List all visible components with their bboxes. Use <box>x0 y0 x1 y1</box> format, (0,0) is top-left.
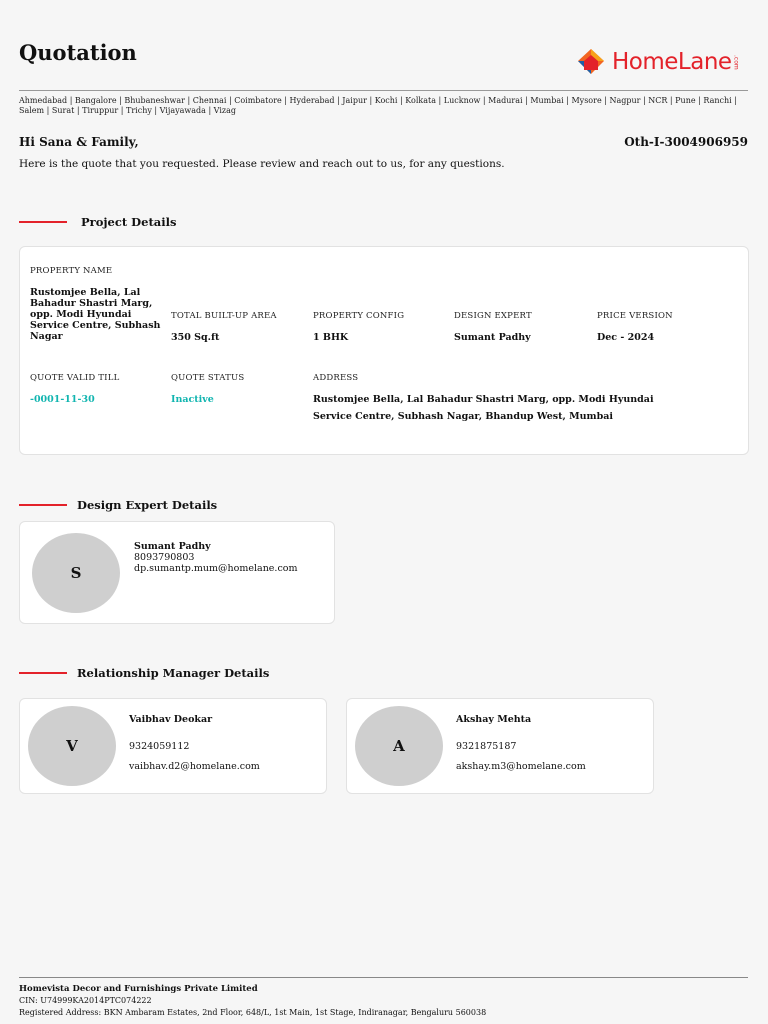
design-expert-card <box>19 521 335 624</box>
built-up-area-field <box>171 311 277 343</box>
city-list: Ahmedabad | Bangalore | Bhubaneshwar | Chennai | Coimbatore | Hyderabad | Jaipur | Kochi | Kolkata | Lucknow | Madurai | Mumbai | Mysore | Nagpur | NCR | Pune | Ranchi | Salem | Surat | Tiruppur | Trichy | Vijayawada | Vizag <box>19 96 737 115</box>
relationship-manager-heading <box>19 666 269 680</box>
price-version-field <box>597 311 673 343</box>
field-label: PROPERTY NAME <box>30 266 113 276</box>
company-cin: CIN: U74999KA2014PTC074222 <box>19 996 152 1005</box>
field-value: Rustomjee Bella, Lal Bahadur Shastri Marg, opp. Modi Hyundai Service Centre, Subhash Nagar, Bhandup West, Mumbai <box>313 394 654 422</box>
header-divider <box>19 90 748 91</box>
person-name: Akshay Mehta <box>456 714 532 725</box>
manager-info <box>129 714 260 772</box>
person-phone: 9321875187 <box>456 741 517 752</box>
manager-info <box>456 714 586 772</box>
property-name-field <box>30 266 170 342</box>
section-title: Project Details <box>81 215 177 229</box>
person-email: dp.sumantp.mum@homelane.com <box>134 563 298 574</box>
property-config-field <box>313 311 404 343</box>
status-badge: Inactive <box>171 394 214 405</box>
person-email: akshay.m3@homelane.com <box>456 761 586 772</box>
avatar: V <box>28 706 116 786</box>
footer <box>19 983 486 1019</box>
person-phone: 8093790803 <box>134 552 195 563</box>
section-rule <box>19 672 67 674</box>
person-email: vaibhav.d2@homelane.com <box>129 761 260 772</box>
manager-card <box>346 698 654 794</box>
logo-suffix: .com <box>732 54 740 70</box>
registered-address: Registered Address: BKN Ambaram Estates, 2nd Floor, 648/L, 1st Main, 1st Stage, Indiranagar, Bengaluru 560038 <box>19 1008 487 1017</box>
design-expert-info <box>134 541 298 574</box>
section-title: Design Expert Details <box>77 498 218 512</box>
field-label: DESIGN EXPERT <box>454 311 532 321</box>
project-details-card <box>19 246 749 455</box>
quote-valid-field <box>30 373 119 405</box>
field-label: PROPERTY CONFIG <box>313 311 405 321</box>
design-expert-field <box>454 311 532 343</box>
company-name: Homevista Decor and Furnishings Private Limited <box>19 984 258 994</box>
address-field <box>313 373 693 425</box>
quote-status-field <box>171 373 244 405</box>
section-rule <box>19 504 67 506</box>
page-title: Quotation <box>19 40 137 65</box>
quote-id: Oth-I-3004906959 <box>624 135 748 149</box>
homelane-logo-icon <box>576 48 606 76</box>
logo-text: HomeLane <box>612 49 732 75</box>
field-value: Dec - 2024 <box>597 332 655 343</box>
person-phone: 9324059112 <box>129 741 190 752</box>
homelane-logo <box>576 48 740 76</box>
person-name: Sumant Padhy <box>134 541 211 552</box>
field-value: 1 BHK <box>313 332 349 343</box>
avatar: S <box>32 533 120 613</box>
greeting: Hi Sana & Family, <box>19 135 139 149</box>
person-name: Vaibhav Deokar <box>129 714 213 725</box>
manager-card <box>19 698 327 794</box>
field-label: ADDRESS <box>313 373 359 383</box>
field-value: Rustomjee Bella, Lal Bahadur Shastri Marg, opp. Modi Hyundai Service Centre, Subhash Nagar <box>30 287 161 342</box>
field-value: 350 Sq.ft <box>171 332 220 343</box>
footer-divider <box>19 977 748 978</box>
project-details-heading <box>19 215 176 229</box>
intro-text: Here is the quote that you requested. Please review and reach out to us, for any questions. <box>19 158 505 170</box>
section-rule <box>19 221 67 223</box>
field-label: QUOTE STATUS <box>171 373 245 383</box>
design-expert-heading <box>19 498 217 512</box>
field-label: TOTAL BUILT-UP AREA <box>171 311 277 321</box>
section-title: Relationship Manager Details <box>77 666 270 680</box>
field-value: -0001-11-30 <box>30 394 95 405</box>
avatar: A <box>355 706 443 786</box>
field-label: PRICE VERSION <box>597 311 673 321</box>
field-label: QUOTE VALID TILL <box>30 373 120 383</box>
field-value: Sumant Padhy <box>454 332 531 343</box>
